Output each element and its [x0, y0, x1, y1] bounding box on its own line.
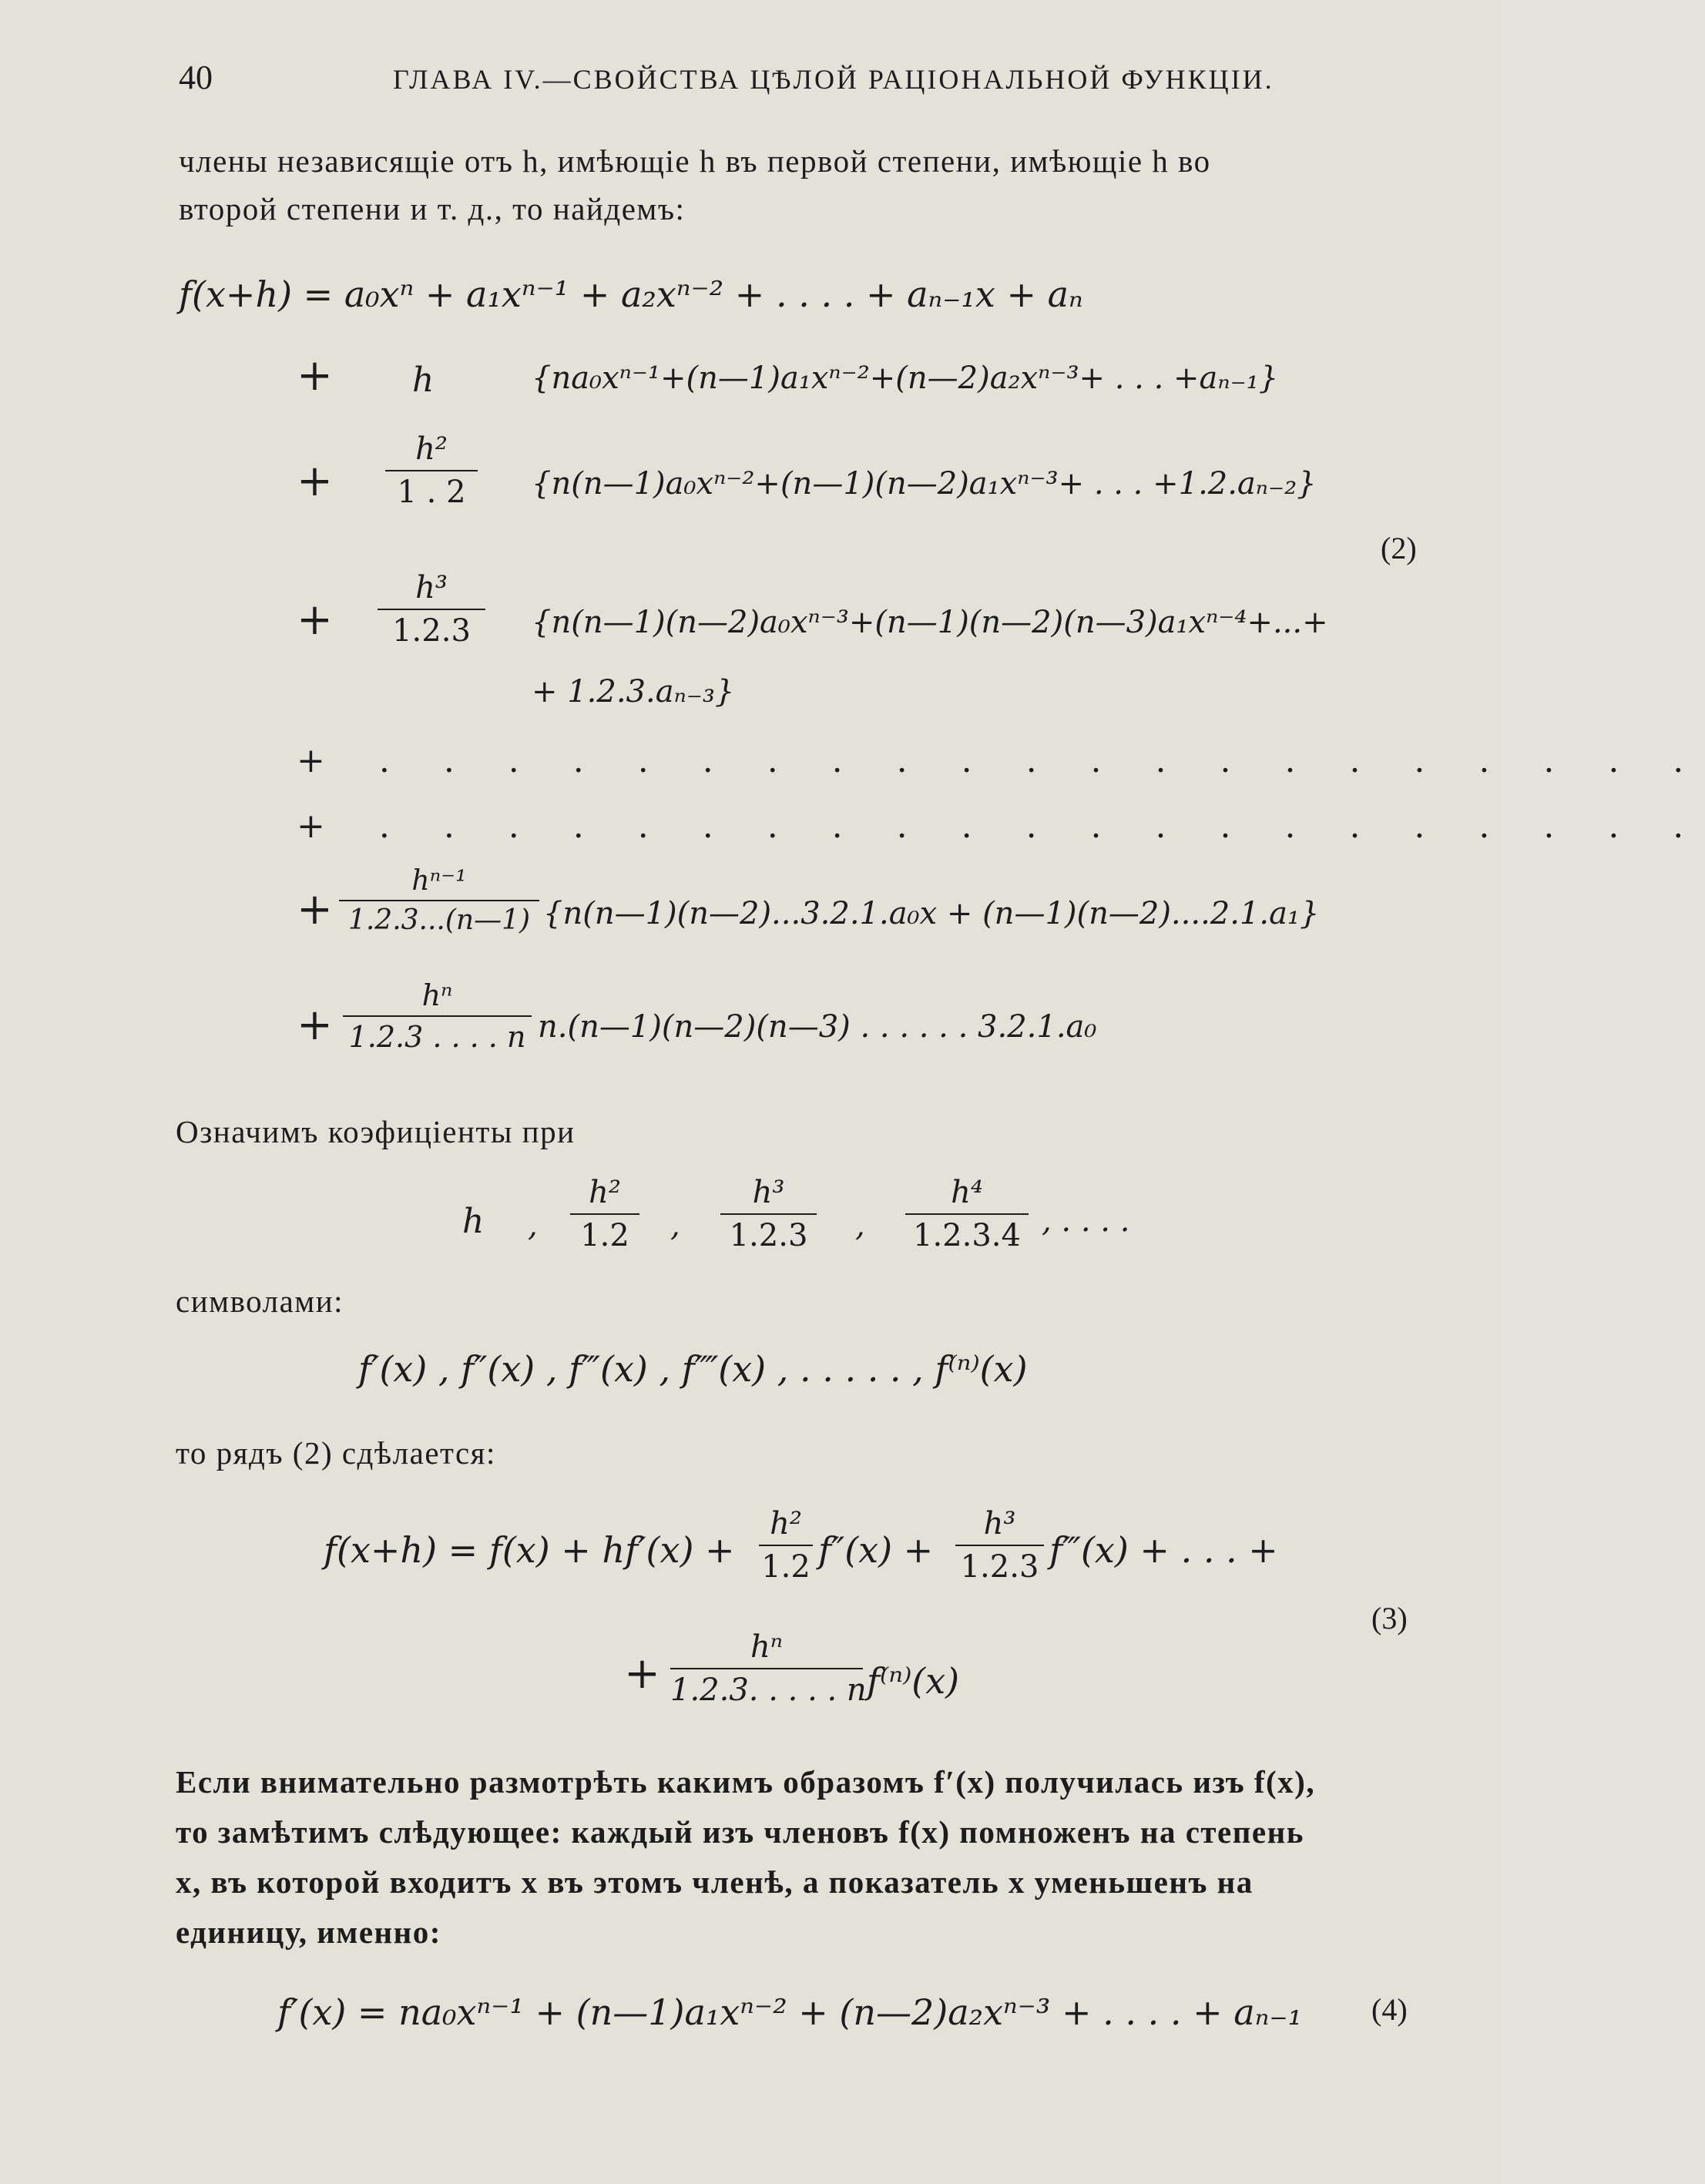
- eq2-row1-brace: {na₀xⁿ⁻¹+(n—1)a₁xⁿ⁻²+(n—2)a₂xⁿ⁻³+ . . . +aₙ₋₁}: [532, 361, 1279, 396]
- fraction-denominator: 1.2.3.4: [913, 1218, 1021, 1253]
- eq3-fraction-2: [955, 1506, 1044, 1585]
- eq3-tail: f‴(x) + . . . +: [1049, 1529, 1278, 1571]
- eq2-row2-brace: {n(n—1)a₀xⁿ⁻²+(n—1)(n—2)a₁xⁿ⁻³+ . . . +1.2.aₙ₋₂}: [532, 466, 1317, 502]
- eq2-rown1-fraction: [339, 865, 539, 936]
- fraction-denominator: 1.2.3: [392, 613, 471, 649]
- eq2-rown-fraction: [343, 978, 532, 1054]
- coef-tail: , . . . .: [1042, 1203, 1130, 1239]
- eq2-row3-plus: +: [297, 595, 333, 645]
- coef-fraction-3: [905, 1175, 1029, 1253]
- eq3-fraction-1: [759, 1506, 813, 1585]
- coef-sep-3: ,: [855, 1208, 865, 1243]
- fraction-numerator: h²: [415, 431, 448, 467]
- coef-sep-1: ,: [528, 1208, 538, 1243]
- intro-line-2: второй степени и т. д., то найдемъ:: [179, 191, 686, 226]
- eq2-dots-row-2: + . . . . . . . . . . . . . . . . . . . . .: [297, 807, 1705, 846]
- eq2-rown-tail: n.(n—1)(n—2)(n—3) . . . . . . 3.2.1.a₀: [538, 1009, 1097, 1045]
- fraction-numerator: h²: [770, 1506, 802, 1542]
- fraction-numerator: hⁿ: [750, 1629, 783, 1665]
- coef-h: h: [462, 1202, 485, 1241]
- fraction-numerator: h³: [983, 1506, 1016, 1542]
- coef-fraction-1: [570, 1175, 639, 1253]
- coef-sep-2: ,: [670, 1208, 680, 1243]
- fraction-bar: [759, 1545, 813, 1546]
- fraction-denominator: 1.2: [580, 1218, 629, 1253]
- eq2-row1-plus: +: [297, 351, 333, 401]
- fraction-bar: [570, 1213, 639, 1215]
- coef-fraction-2: [720, 1175, 817, 1253]
- eq3-mid: f″(x) +: [818, 1529, 934, 1571]
- fraction-denominator: 1.2.3. . . . . n: [670, 1672, 867, 1708]
- fraction-numerator: h³: [415, 570, 448, 606]
- fraction-numerator: h³: [752, 1175, 785, 1210]
- eq3-plus-2: +: [624, 1649, 660, 1699]
- eq2-row3-continuation: + 1.2.3.aₙ₋₃}: [532, 674, 735, 710]
- eq3-last: f⁽ⁿ⁾(x): [867, 1660, 960, 1702]
- eq3-lhs: f(x+h) = f(x) + hf′(x) +: [324, 1529, 735, 1571]
- fraction-numerator: h²: [589, 1175, 621, 1210]
- fraction-numerator: hⁿ⁻¹: [411, 865, 467, 897]
- eq2-row3-fraction: [378, 570, 485, 649]
- fraction-denominator: 1.2.3 . . . . n: [348, 1020, 526, 1054]
- series-label: то рядъ (2) сдѣлается:: [176, 1435, 496, 1471]
- eq2-row2-fraction: [385, 431, 478, 510]
- para-line-2: то замѣтимъ слѣдующее: каждый изъ членовъ f(x) помноженъ на степень: [176, 1814, 1304, 1850]
- eq3-fraction-3: [670, 1629, 867, 1708]
- fraction-numerator: hⁿ: [421, 978, 453, 1012]
- eq2-row3-brace: {n(n—1)(n—2)a₀xⁿ⁻³+(n—1)(n—2)(n—3)a₁xⁿ⁻⁴+...+: [532, 605, 1328, 640]
- eq2-number: (2): [1381, 531, 1417, 565]
- fraction-bar: [339, 900, 539, 901]
- symbols-list: f′(x) , f″(x) , f‴(x) , f⁗(x) , . . . . . , f⁽ⁿ⁾(x): [358, 1348, 1028, 1390]
- eq4-formula: f′(x) = na₀xⁿ⁻¹ + (n—1)a₁xⁿ⁻² + (n—2)a₂xⁿ⁻³ + . . . . + aₙ₋₁: [277, 1991, 1303, 2033]
- para-line-1: Если внимательно размотрѣть какимъ образомъ f′(x) получилась изъ f(x),: [176, 1764, 1316, 1800]
- para-line-3: x, въ которой входитъ x въ этомъ членѣ, а показатель x уменьшенъ на: [176, 1864, 1254, 1900]
- fraction-bar: [385, 470, 478, 471]
- fraction-denominator: 1.2.3...(n—1): [347, 904, 531, 936]
- fraction-bar: [955, 1545, 1044, 1546]
- eq2-first-line: f(x+h) = a₀xⁿ + a₁xⁿ⁻¹ + a₂xⁿ⁻² + . . . . + aₙ₋₁x + aₙ: [179, 273, 1083, 315]
- fraction-bar: [343, 1015, 532, 1017]
- symbols-label: символами:: [176, 1283, 344, 1319]
- fraction-bar: [378, 609, 485, 610]
- fraction-denominator: 1.2.3: [960, 1549, 1039, 1585]
- para-line-4: единицу, именно:: [176, 1914, 441, 1950]
- fraction-denominator: 1.2.3: [729, 1218, 808, 1253]
- eq2-rown1-plus: +: [297, 884, 333, 934]
- running-title: ГЛАВА IV.—СВОЙСТВА ЦѢЛОЙ РАЦІОНАЛЬНОЙ ФУНКЦІИ.: [393, 64, 1274, 95]
- eq3-number: (3): [1371, 1601, 1408, 1635]
- eq2-rown1-brace: {n(n—1)(n—2)...3.2.1.a₀x + (n—1)(n—2)....2.1.a₁}: [543, 896, 1320, 931]
- eq4-number: (4): [1371, 1992, 1408, 2027]
- fraction-denominator: 1 . 2: [397, 475, 466, 510]
- fraction-bar: [670, 1668, 863, 1669]
- coef-text: Означимъ коэфиціенты при: [176, 1114, 576, 1149]
- eq2-row1-factor: h: [412, 361, 435, 400]
- page-number: 40: [179, 59, 213, 96]
- fraction-denominator: 1.2: [761, 1549, 811, 1585]
- fraction-bar: [720, 1213, 817, 1215]
- eq2-dots-row-1: + . . . . . . . . . . . . . . . . . . . . .: [297, 741, 1705, 780]
- intro-line-1: члены независящіе отъ h, имѣющіе h въ первой степени, имѣющіе h во: [179, 143, 1211, 179]
- fraction-bar: [905, 1213, 1029, 1215]
- fraction-numerator: h⁴: [951, 1175, 983, 1210]
- eq2-rown-plus: +: [297, 1000, 333, 1050]
- eq2-row2-plus: +: [297, 456, 333, 506]
